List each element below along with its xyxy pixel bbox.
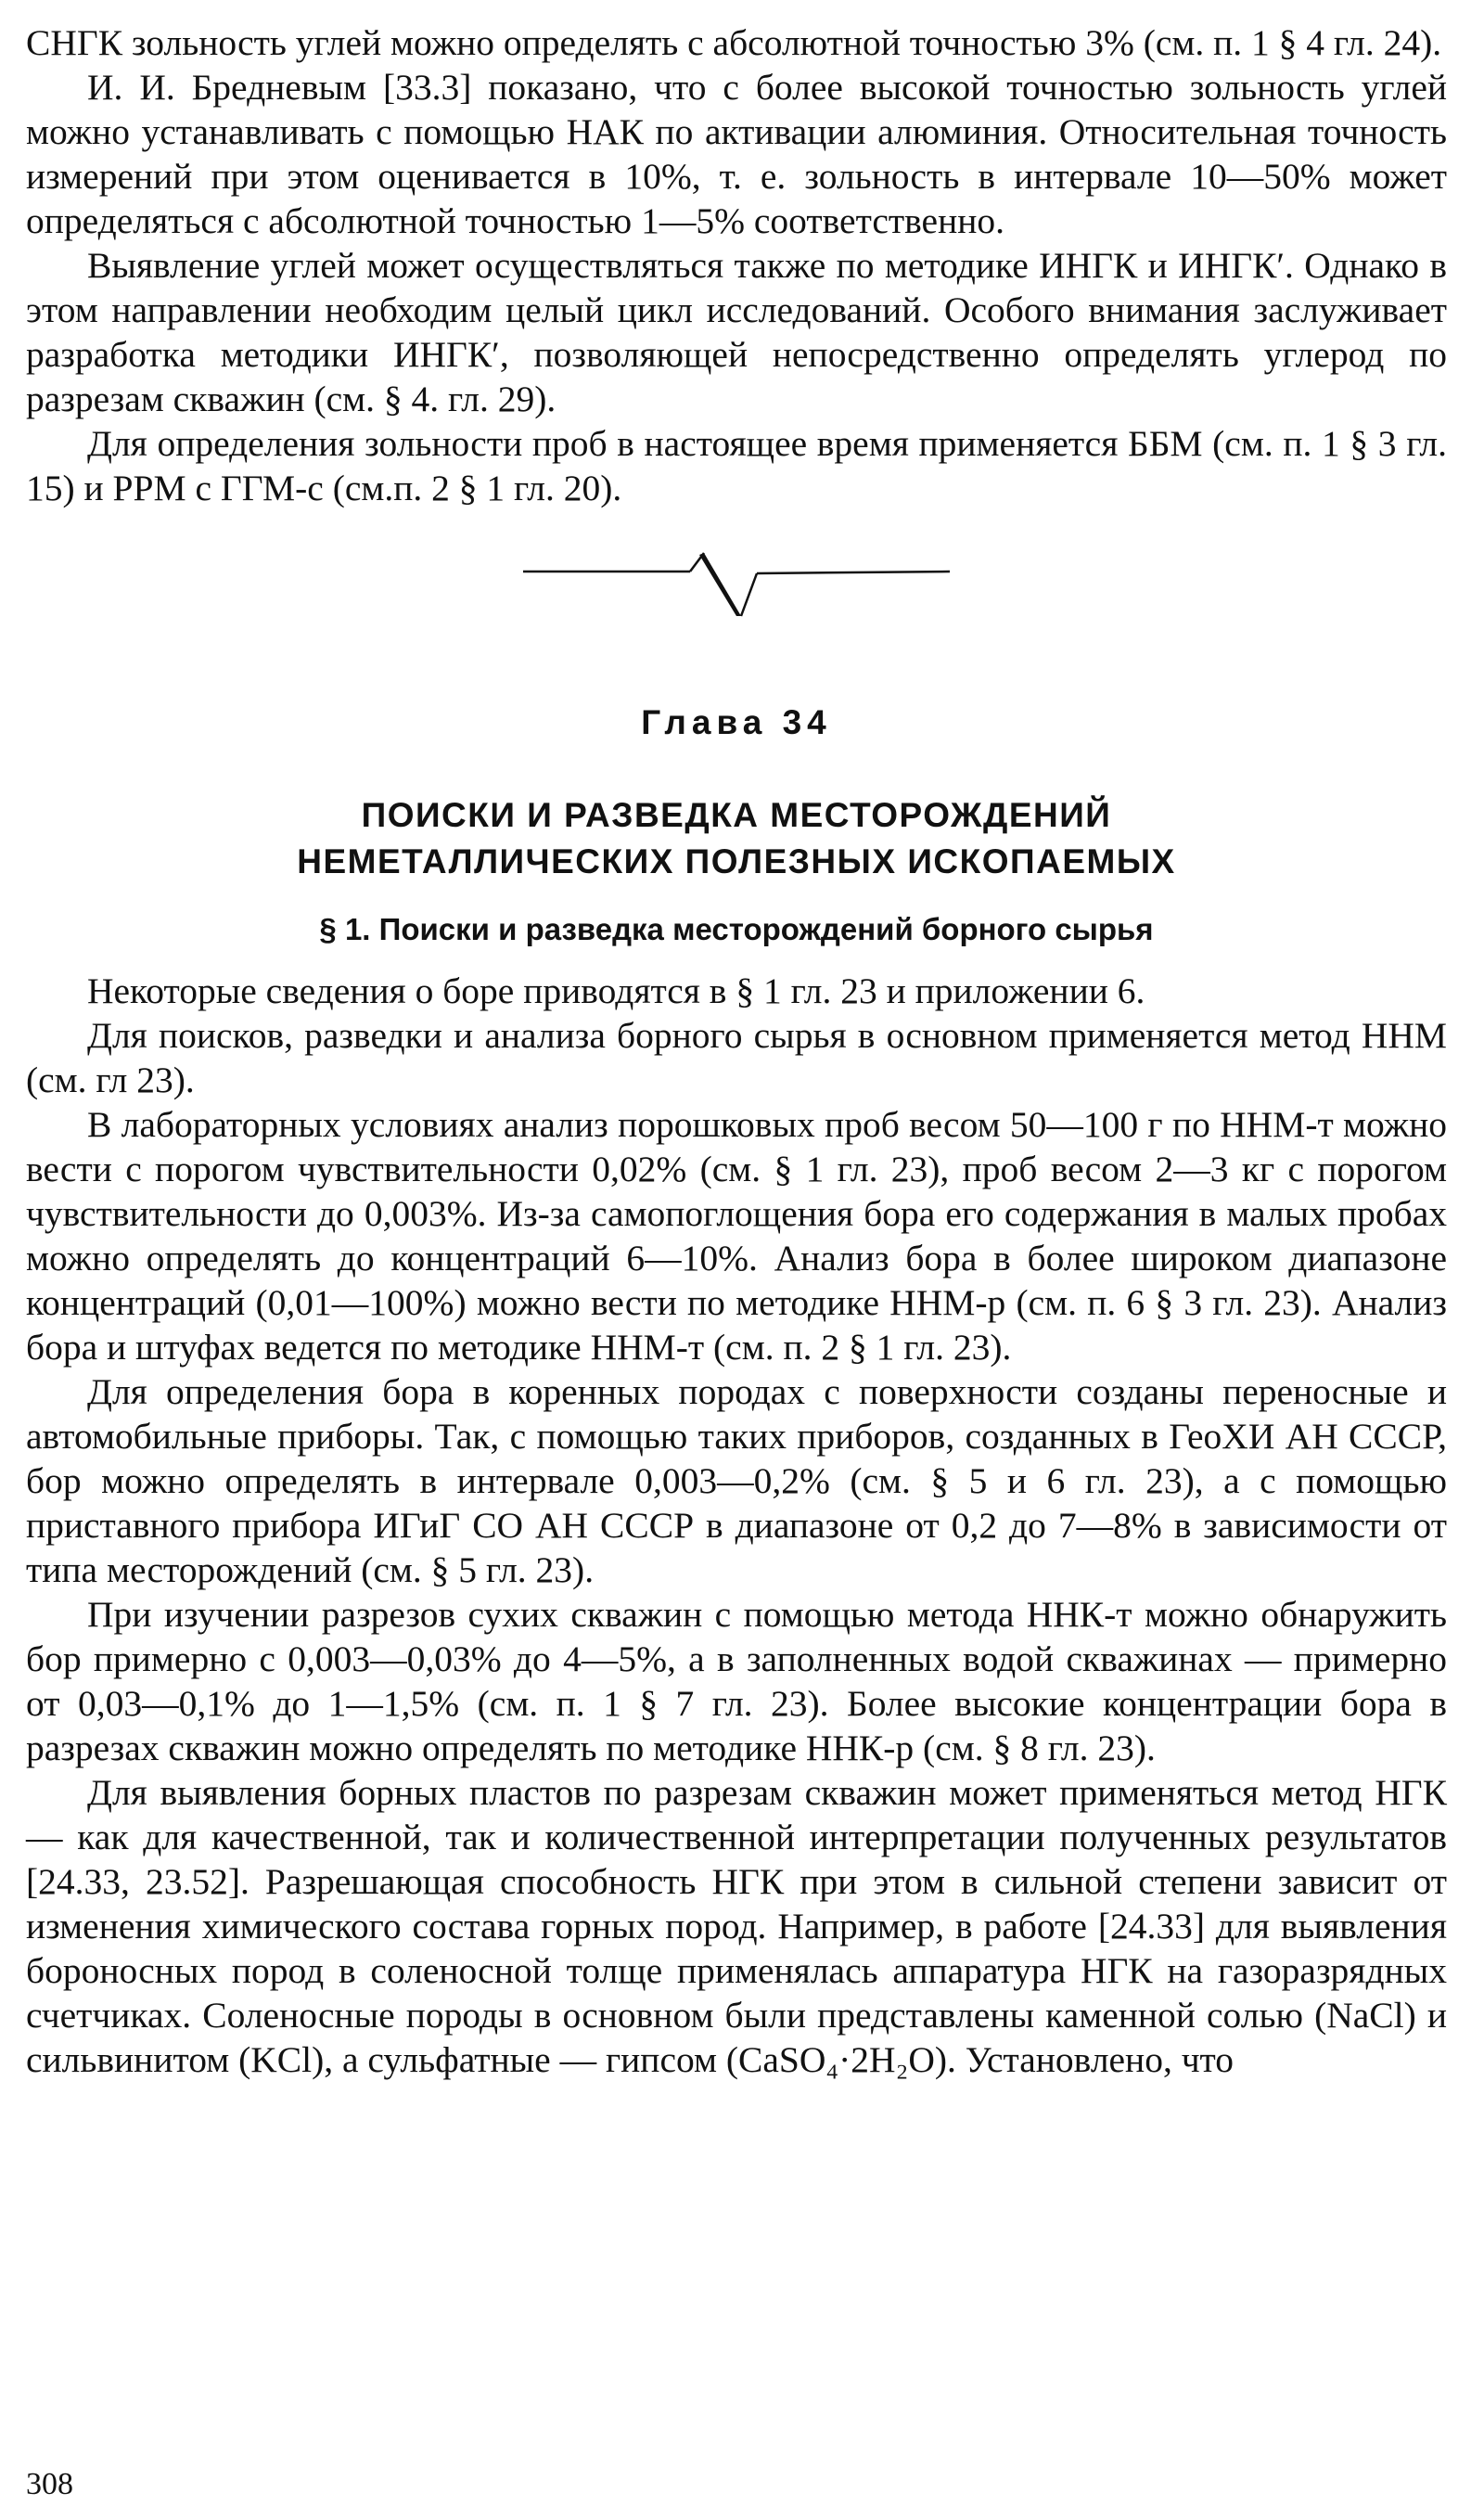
paragraph-brednev: И. И. Бредневым [33.3] показано, что с более высокой точностью зольность углей можно устанавливать с помощью НАК по активации алюминия. Относительная точность измерений при этом оценивается в 10%, т. е. зольность в интервале 10—50% может определяться с абсолютной точностью 1—5% соответственно. bbox=[26, 67, 1447, 241]
paragraph-ash-determination: Для определения зольности проб в настоящее время применяется ББМ (см. п. 1 § 3 гл. 15) и РРМ с ГГМ-с (см.п. 2 § 1 гл. 20). bbox=[26, 423, 1447, 508]
chapter-label: Глава 34 bbox=[641, 703, 832, 741]
page-content bbox=[26, 20, 1447, 2501]
paragraph-well-logging: При изучении разрезов сухих скважин с помощью метода ННК-т можно обнаружить бор примерно с 0,003—0,03% до 4—5%, а в заполненных водой скважинах — примерно от 0,03—0,1% до 1—1,5% (см. п. 1 § 7 гл. 23). Более высокие концентрации бора в разрезах скважин можно определять по методике ННК-р (см. § 8 гл. 23). bbox=[26, 1594, 1447, 1768]
paragraph-field-instruments: Для определения бора в коренных породах с поверхности созданы переносные и автомобильные приборы. Так, с помощью таких приборов, созданных в ГеоХИ АН СССР, бор можно определять в интервале 0,003—0,2% (см. § 5 и 6 гл. 23), а с помощью приставного прибора ИГиГ СО АН СССР в диапазоне от 0,2 до 7—8% в зависимости от типа месторождений (см. § 5 гл. 23). bbox=[26, 1371, 1447, 1590]
chapter-title-line-1: ПОИСКИ И РАЗВЕДКА МЕСТОРОЖДЕНИЙ bbox=[361, 796, 1112, 834]
chapter-title bbox=[26, 792, 1447, 885]
chapter-title-line-2: НЕМЕТАЛЛИЧЕСКИХ ПОЛЕЗНЫХ ИСКОПАЕМЫХ bbox=[297, 842, 1176, 880]
paragraph-coal-detection: Выявление углей может осуществляться также по методике ИНГК и ИНГК′. Однако в этом направлении необходим целый цикл исследований. Особого внимания заслуживает разработка методики ИНГК′, позволяющей непосредственно определять углерод по разрезам скважин (см. § 4. гл. 29). bbox=[26, 245, 1447, 419]
section-heading: § 1. Поиски и разведка месторождений борного сырья bbox=[319, 912, 1154, 946]
chapter-divider-ornament bbox=[514, 534, 959, 636]
paragraph-ash-accuracy: СНГК зольность углей можно определять с абсолютной точностью 3% (см. п. 1 § 4 гл. 24). bbox=[26, 22, 1442, 63]
paragraph-ngk-method: Для выявления борных пластов по разрезам скважин может применяться метод НГК — как для качественной, так и количественной интерпретации полученных результатов [24.33, 23.52]. Разрешающая способность НГК при этом в сильной степени зависит от изменения химического состава горных пород. Например, в работе [24.33] для выявления бороносных пород в соленосной толще применялась аппаратура НГК на газоразрядных счетчиках. Соленосные породы в основном были представлены каменной солью (NaCl) и сильвинитом (KCl), а сульфатные — гипсом (CaSO₄·2H₂O). Установлено, что bbox=[26, 1772, 1447, 2080]
paragraph-boron-method: Для поисков, разведки и анализа борного сырья в основном применяется метод ННМ (см. гл 23). bbox=[26, 1015, 1447, 1100]
paragraph-lab-analysis: В лабораторных условиях анализ порошковых проб весом 50—100 г по ННМ-т можно вести с порогом чувствительности 0,02% (см. § 1 гл. 23), проб весом 2—3 кг с порогом чувствительности до 0,003%. Из-за самопоглощения бора его содержания в малых пробах можно определять до концентраций 6—10%. Анализ бора в более широком диапазоне концентраций (0,01—100%) можно вести по методике ННМ-р (см. п. 6 § 3 гл. 23). Анализ бора и штуфах ведется по методике ННМ-т (см. п. 2 § 1 гл. 23). bbox=[26, 1104, 1447, 1368]
page-number: 308 bbox=[26, 2467, 73, 2501]
paragraph-boron-info: Некоторые сведения о боре приводятся в § 1 гл. 23 и приложении 6. bbox=[87, 970, 1145, 1011]
